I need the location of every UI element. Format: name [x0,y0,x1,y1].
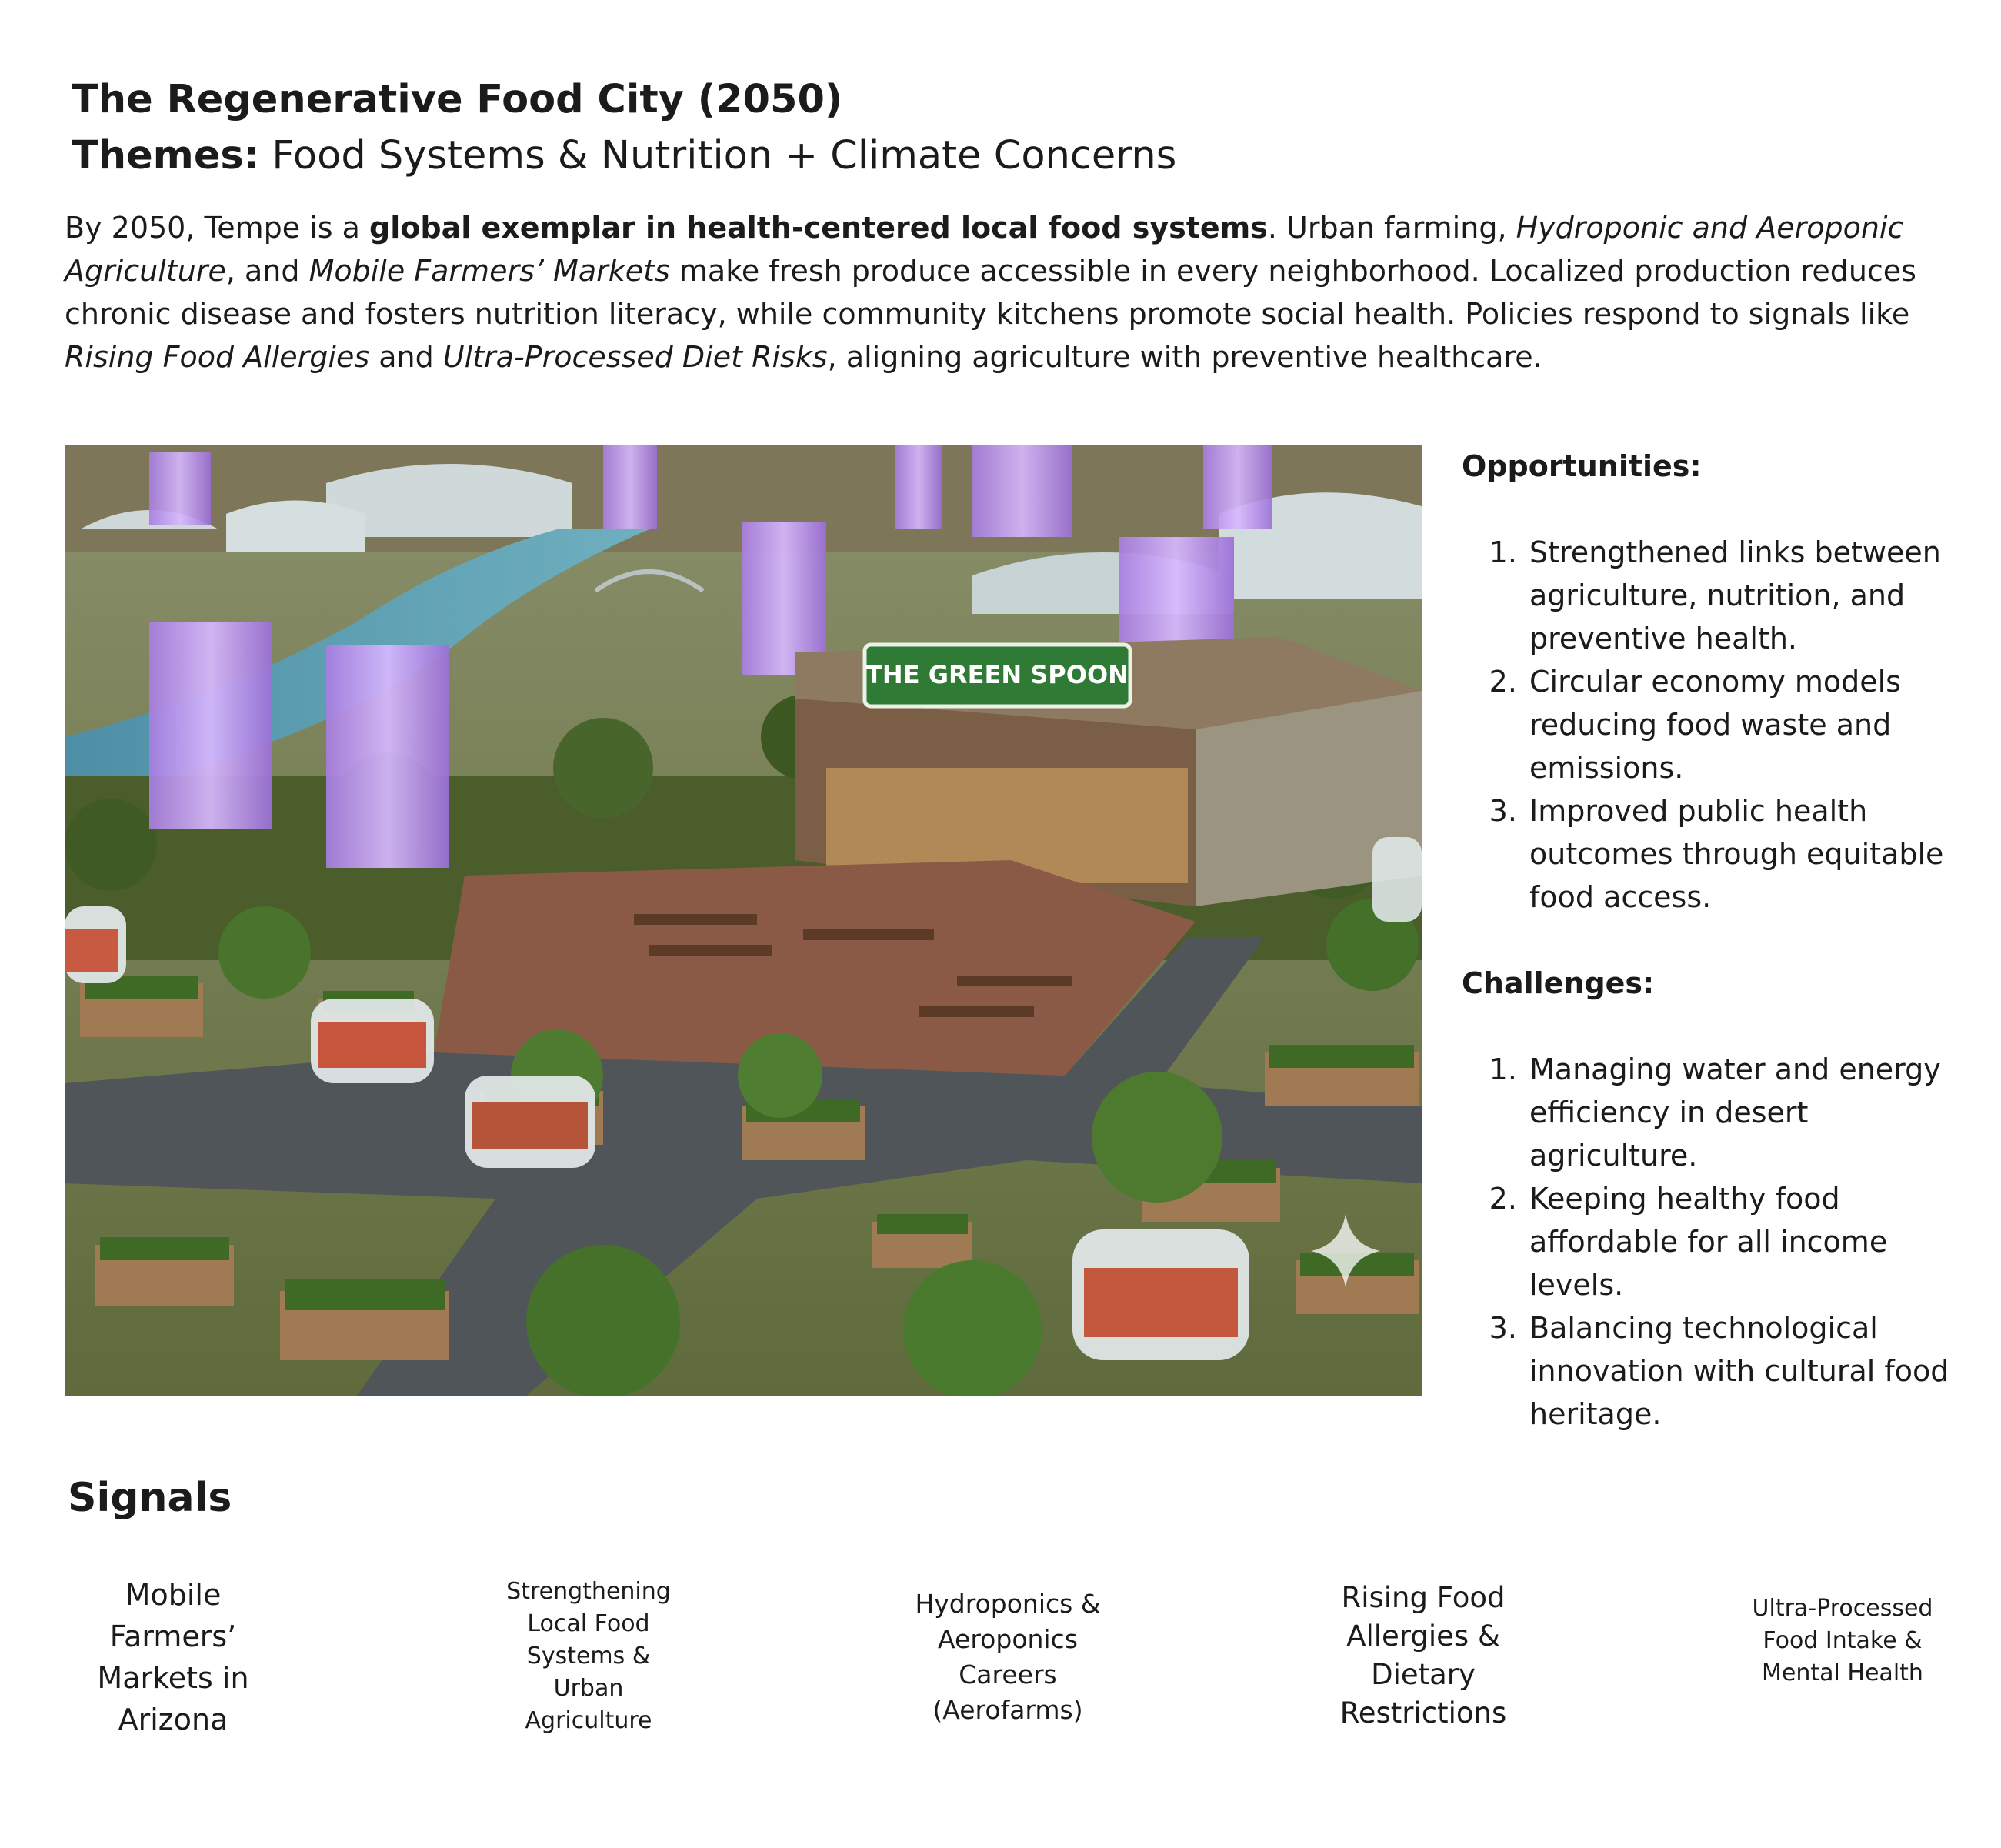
intro-emphasis: global exemplar in health-centered local food systems [369,211,1268,245]
intro-text: , aligning agriculture with preventive healthcare. [827,340,1542,374]
signal-local-food-systems: Strengthening Local Food Systems & Urban Agriculture [506,1578,671,1734]
sidebar-text [1462,445,1954,1436]
intro-text: and [369,340,443,374]
market-sign-text: THE GREEN SPOON [865,660,1129,689]
list-item: 3. Balancing technological innovation with cultural food heritage. [1526,1306,1954,1436]
list-item: 2. Keeping healthy food affordable for all income levels. [1526,1177,1954,1306]
intro-italic: Rising Food Allergies [65,340,370,374]
challenges-heading: Challenges: [1462,966,1655,1000]
signal-hydroponics-careers: Hydroponics & Aeroponics Careers (Aerofarms) [915,1589,1101,1725]
signal-ultra-processed-food: Ultra-Processed Food Intake & Mental Health [1752,1595,1933,1686]
signal-food-allergies: Rising Food Allergies & Dietary Restrictions [1339,1581,1507,1730]
list-item: 3. Improved public health outcomes through equitable food access. [1526,789,1954,919]
intro-text: . Urban farming, [1267,211,1516,245]
intro-italic: Ultra-Processed Diet Risks [442,340,828,374]
themes-label: Themes: [72,133,260,178]
challenges-list [1462,1048,1954,1436]
opportunities-heading: Opportunities: [1462,449,1702,483]
themes-line [72,129,1176,183]
opportunities-list [1462,531,1954,919]
intro-text: make fresh produce accessible in every neighborhood. Localized production reduces chronic disease and fosters nutrition literacy, while community kitchens promote social health. Policies respond to signals like [65,254,1916,331]
list-item: 1. Managing water and energy efficiency in desert agriculture. [1526,1048,1954,1177]
signal-mobile-farmers-markets: Mobile Farmers’ Markets in Arizona [97,1578,249,1736]
intro-text: By 2050, Tempe is a [65,211,370,245]
intro-italic: Mobile Farmers’ Markets [308,254,670,288]
signals-heading: Signals [68,1475,232,1521]
list-item: 1. Strengthened links between agriculture, nutrition, and preventive health. [1526,531,1954,660]
page-title: The Regenerative Food City (2050) [72,77,843,122]
list-item: 2. Circular economy models reducing food waste and emissions. [1526,660,1954,789]
intro-italic: Hydroponic and Aeroponic Agriculture [65,211,1904,288]
city-illustration [65,445,1422,1396]
intro-paragraph [65,206,1957,379]
themes-value: Food Systems & Nutrition + Climate Concerns [272,133,1177,178]
intro-text: , and [225,254,309,288]
